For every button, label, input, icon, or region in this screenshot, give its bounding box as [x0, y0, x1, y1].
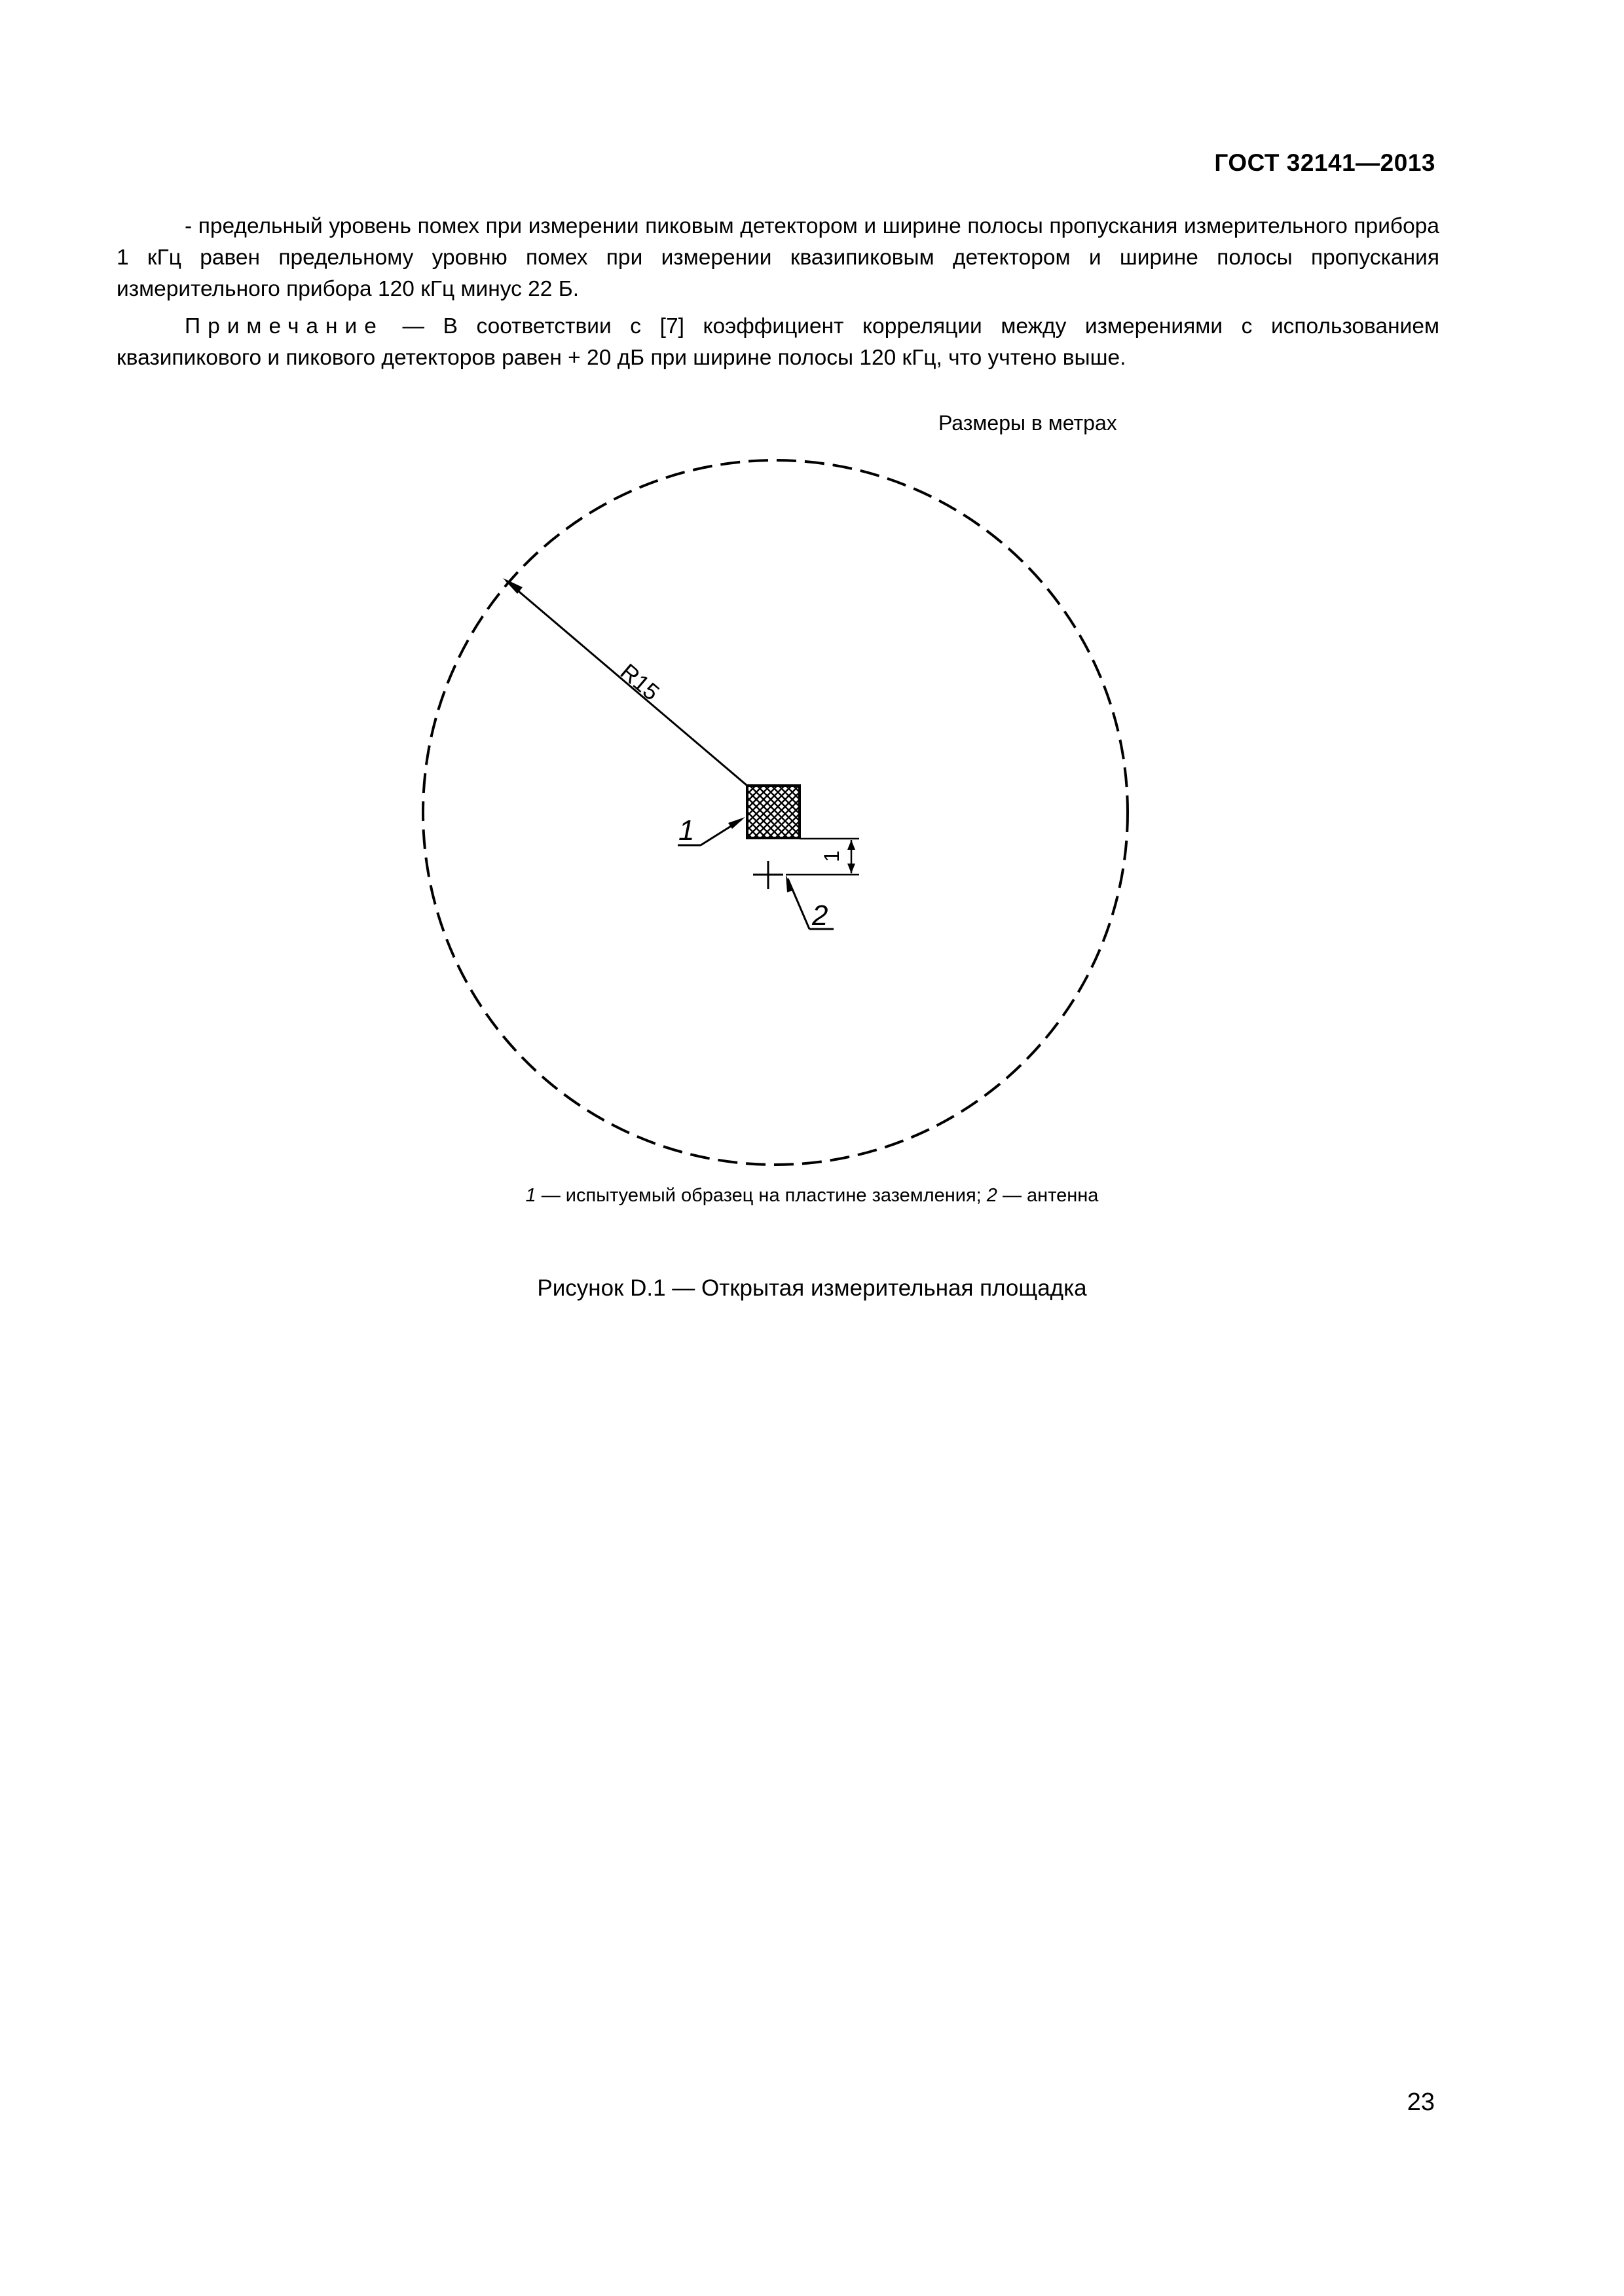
legend-item1-text: — испытуемый образец на пластине заземления; — [536, 1185, 987, 1206]
figure-legend — [0, 1185, 1624, 1207]
figure-caption: Рисунок D.1 — Открытая измерительная площадка — [537, 1275, 1087, 1301]
note-text: — В соответствии с [7] коэффициент корреляции между измерениями с использованием квазипикового и пикового детекторов равен + 20 дБ при ширине полосы 120 кГц, что учтено выше. — [117, 314, 1439, 370]
label-2: 2 — [812, 900, 828, 932]
legend-item2-text: — антенна — [997, 1185, 1099, 1206]
test-site-diagram — [393, 445, 1166, 1178]
page-number: 23 — [1407, 2088, 1435, 2116]
paragraph-limit-level: - предельный уровень помех при измерении пиковым детектором и ширине полосы пропускания измерительного прибора 1 кГц равен предельному уровню помех при измерении квазипиковым детектором и ширине полосы пропускания измерительного прибора 120 кГц минус 22 Б. — [117, 214, 1439, 301]
dimensions-note: Размеры в метрах — [938, 411, 1117, 435]
distance-label: 1 — [820, 850, 843, 862]
note-label: Примечание — [185, 314, 384, 338]
equipment-under-test — [747, 786, 800, 838]
radius-label: R15 — [615, 659, 664, 706]
legend-item1-num: 1 — [525, 1185, 536, 1206]
note-paragraph — [117, 311, 1439, 374]
antenna-symbol — [753, 861, 783, 889]
document-header: ГОСТ 32141—2013 — [1214, 149, 1435, 176]
label-1: 1 — [678, 814, 695, 847]
legend-item2-num: 2 — [986, 1185, 997, 1206]
